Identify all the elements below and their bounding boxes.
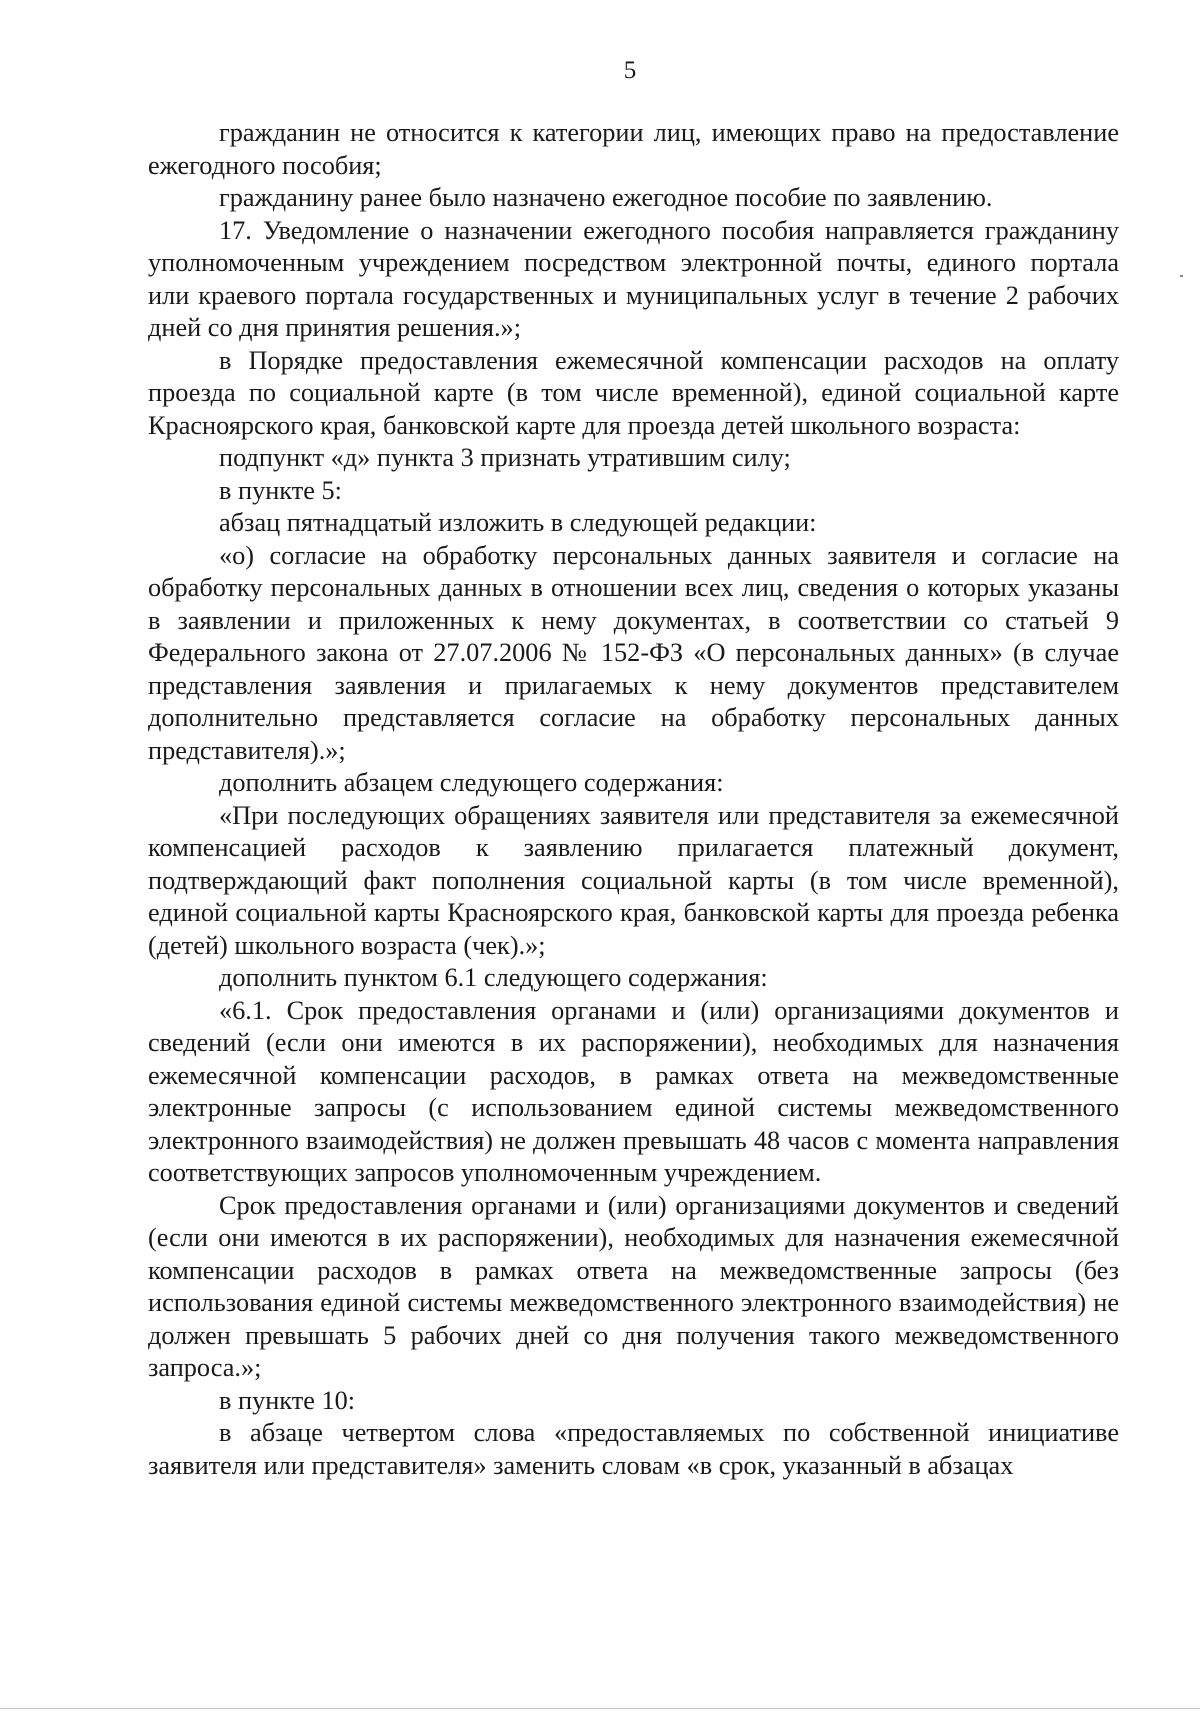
page-number: 5 (623, 57, 637, 84)
paragraph: в Порядке предоставления ежемесячной компенсации расходов на оплату проезда по социальной карте (в том числе временной), единой социальной карте Красноярского края, банковской карте для проезда детей школьного возраста: (148, 345, 1119, 440)
paragraph: в абзаце четвертом слова «предоставляемых по собственной инициативе заявителя или представителя» заменить словам «в срок, указанный в абзацах (148, 1418, 1119, 1480)
paragraph: дополнить пунктом 6.1 следующего содержания: (219, 963, 768, 992)
paragraph: «При последующих обращениях заявителя или представителя за ежемесячной компенсацией расходов к заявлению прилагается платежный документ, подтверждающий факт пополнения социальной карты (в том числе временной), единой социальной карты Красноярского края, банковской карты для проезда ребенка (детей) школьного возраста (чек).»; (148, 800, 1119, 960)
paragraph: гражданину ранее было назначено ежегодное пособие по заявлению. (219, 183, 993, 212)
scan-speck (1180, 275, 1183, 277)
scan-edge-line (0, 1708, 1200, 1709)
paragraph: в пункте 10: (219, 1385, 356, 1415)
paragraph: гражданин не относится к категории лиц, имеющих право на предоставление ежегодного пособия; (148, 118, 1119, 180)
paragraph: дополнить абзацем следующего содержания: (219, 768, 724, 797)
paragraph: 17. Уведомление о назначении ежегодного пособия направляется гражданину уполномоченным учреждением посредством электронной почты, единого портала или краевого портала государственных и муниципальных услуг в течение 2 рабочих дней со дня принятия решения.»; (148, 215, 1119, 342)
paragraph: в пункте 5: (219, 475, 342, 505)
paragraph: «о) согласие на обработку персональных данных заявителя и согласие на обработку персональных данных в отношении всех лиц, сведения о которых указаны в заявлении и приложенных к нему документах, в соответствии со статьей 9 Федерального закона от 27.07.2006 № 152-ФЗ «О персональных данных» (в случае представления заявления и прилагаемых к нему документов представителем дополнительно представляется согласие на обработку персональных данных представителя).»; (148, 540, 1119, 765)
paragraph: подпункт «д» пункта 3 признать утратившим силу; (219, 443, 791, 472)
paragraph: «6.1. Срок предоставления органами и (или) организациями документов и сведений (если они имеются в их распоряжении), необходимых для назначения ежемесячной компенсации расходов, в рамках ответа на межведомственные электронные запросы (с использованием единой системы межведомственного электронного взаимодействия) не должен превышать 48 часов с момента направления соответствующих запросов уполномоченным учреждением. (148, 995, 1119, 1187)
paragraph: Срок предоставления органами и (или) организациями документов и сведений (если они имеются в их распоряжении), необходимых для назначения ежемесячной компенсации расходов в рамках ответа на межведомственные запросы (без использования единой системы межведомственного электронного взаимодействия) не должен превышать 5 рабочих дней со дня получения такого межведомственного запроса.»; (148, 1190, 1119, 1382)
paragraph: абзац пятнадцатый изложить в следующей редакции: (219, 508, 817, 537)
document-body (148, 117, 1119, 1482)
